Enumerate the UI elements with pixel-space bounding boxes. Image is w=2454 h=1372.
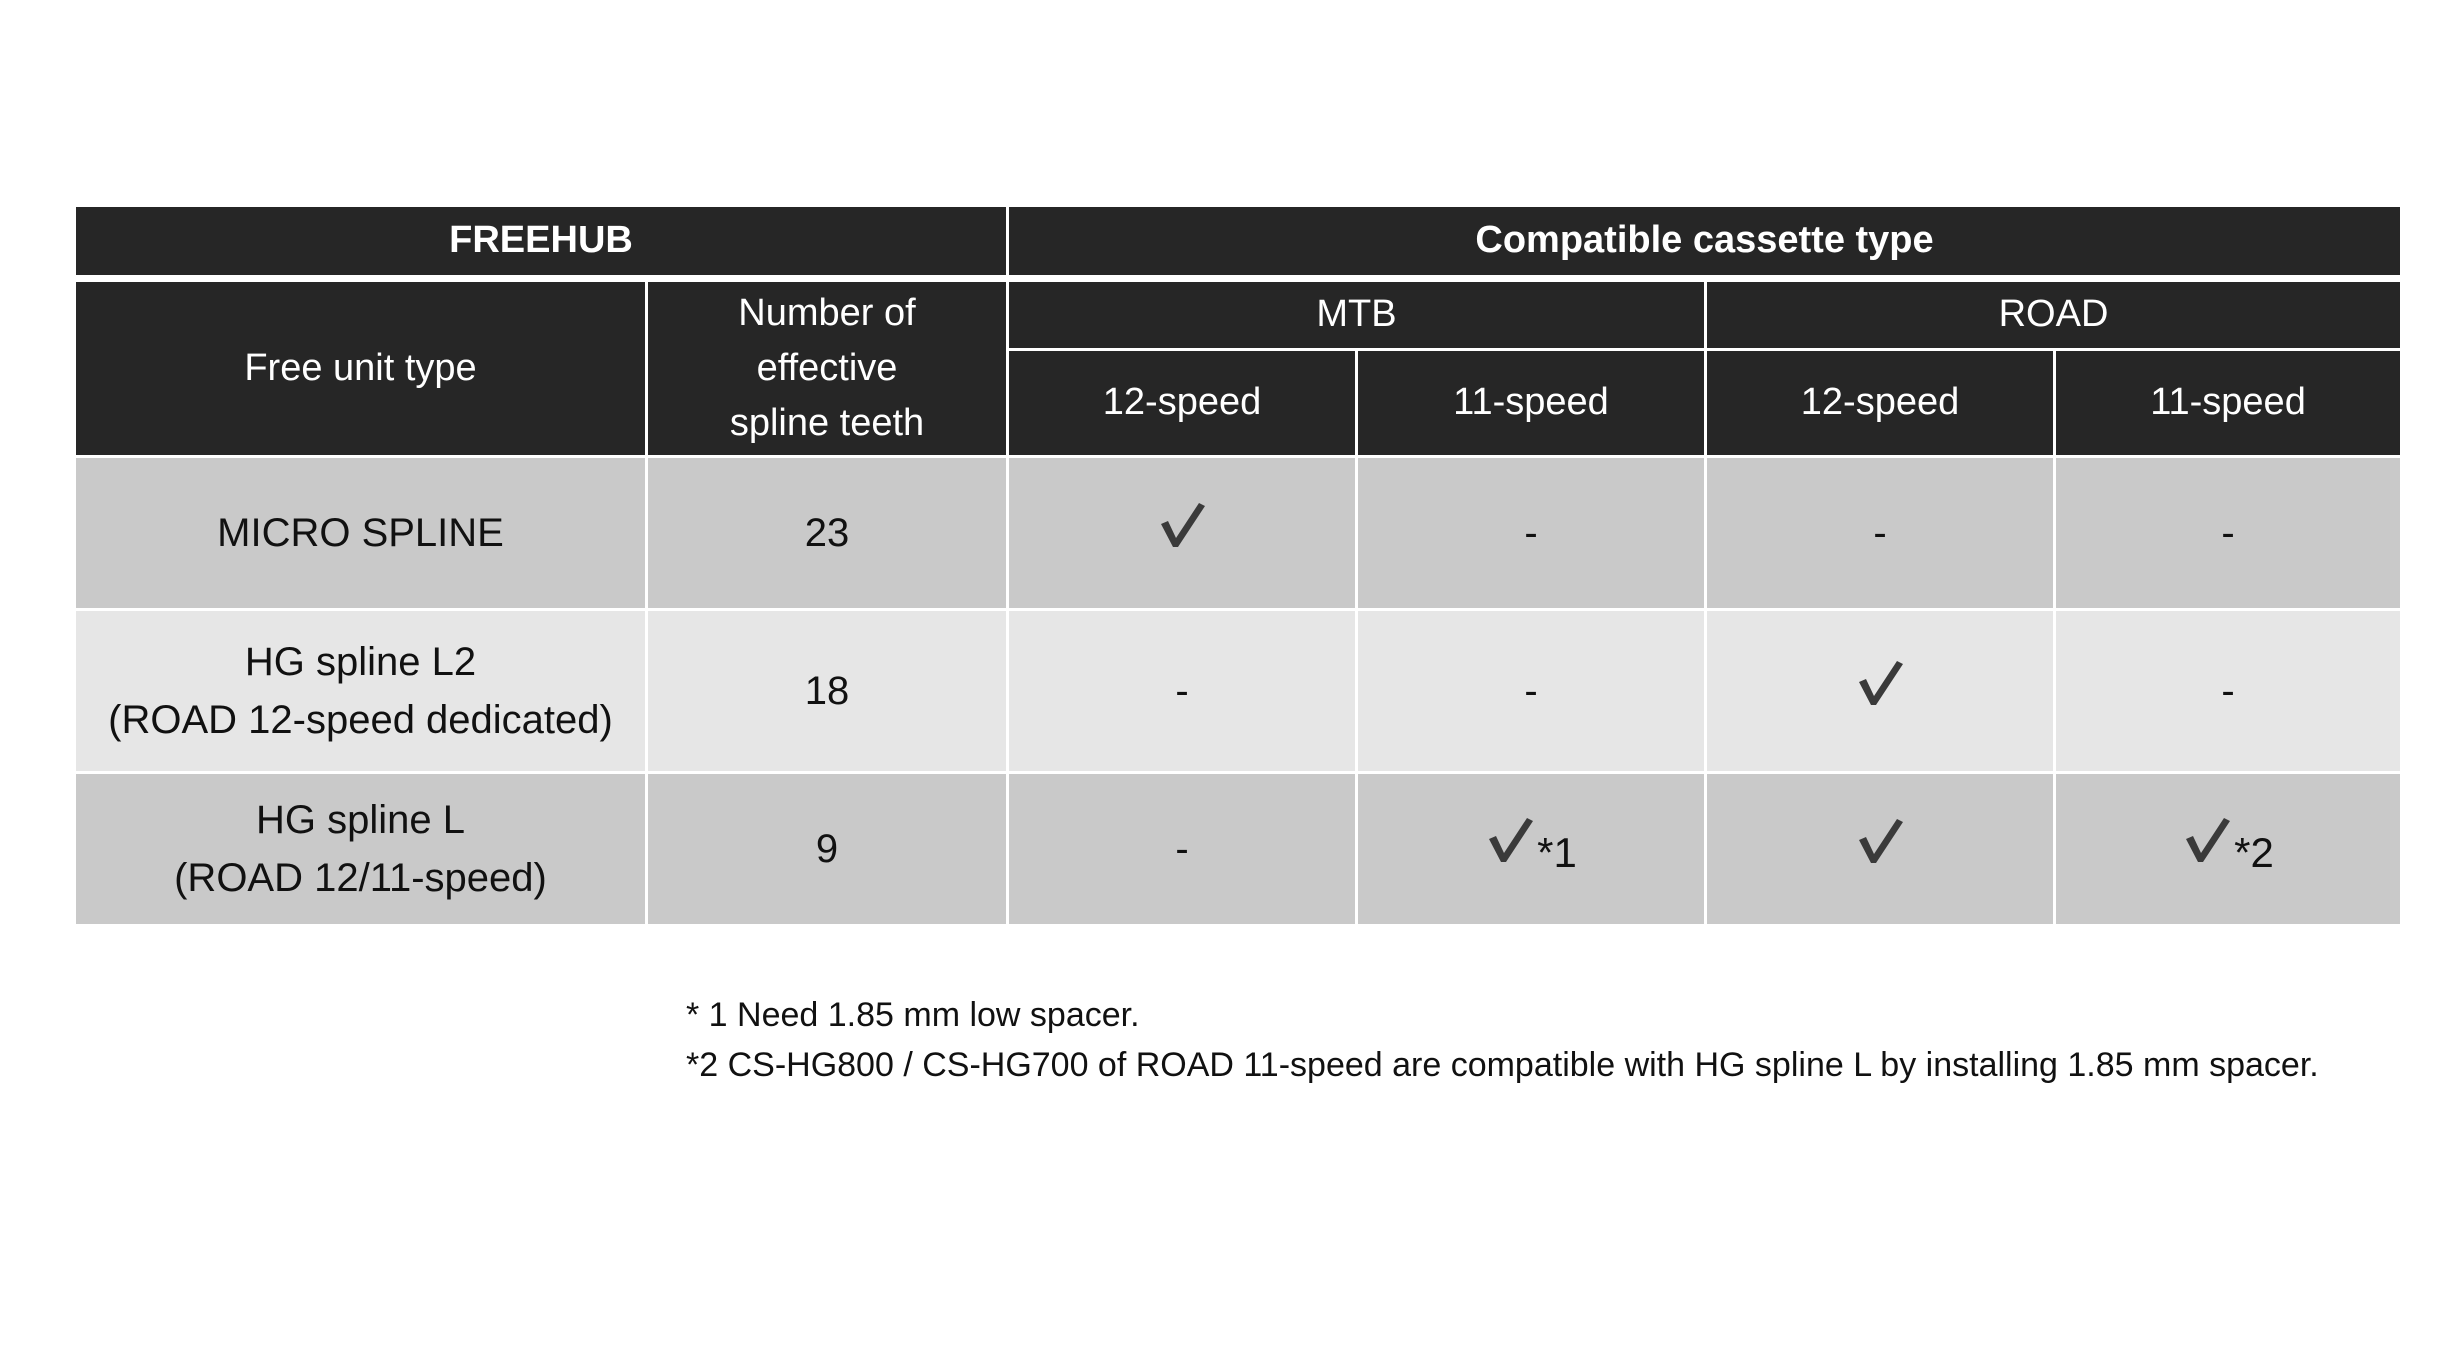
not-compatible-dash: - (2221, 669, 2235, 713)
free-unit-type-line: HG spline L (256, 798, 465, 842)
compatibility-table-container (73, 204, 2400, 927)
free-unit-type-cell (75, 610, 647, 773)
not-compatible-dash: - (2221, 511, 2235, 555)
table-row (75, 773, 2402, 926)
footnote-ref: *1 (1537, 828, 1577, 876)
mtb-header: MTB (1008, 279, 1706, 350)
road-header: ROAD (1706, 279, 2402, 350)
spline-teeth-cell: 18 (647, 610, 1008, 773)
free-unit-type-line: HG spline L2 (244, 640, 477, 684)
free-unit-type-line: MICRO SPLINE (217, 511, 504, 555)
spline-teeth-cell: 23 (647, 457, 1008, 610)
table-row (75, 457, 2402, 610)
free-unit-type-cell (75, 773, 647, 926)
road-12-speed-cell (1706, 773, 2055, 926)
footnote-1: * 1 Need 1.85 mm low spacer. (686, 996, 1140, 1034)
road-11-speed-header: 11-speed (2055, 350, 2402, 457)
spline-teeth-header (647, 279, 1008, 457)
compatibility-table (73, 204, 2403, 927)
free-unit-type-header: Free unit type (75, 279, 647, 457)
header-row-mid (75, 279, 2402, 350)
check-icon (1485, 815, 1535, 865)
mtb-11-speed-cell (1357, 457, 1706, 610)
check-icon (1855, 816, 1905, 866)
check-icon (2182, 815, 2232, 865)
not-compatible-dash: - (1524, 669, 1538, 713)
compatible-mark (1855, 658, 1905, 708)
mtb-11-speed-cell (1357, 610, 1706, 773)
mtb-12-speed-cell (1008, 457, 1357, 610)
spline-teeth-header-line-3: spline teeth (729, 402, 925, 445)
free-unit-type-line: (ROAD 12/11-speed) (174, 856, 547, 900)
footnote-ref: *2 (2234, 828, 2274, 876)
check-icon (1855, 658, 1905, 708)
road-11-speed-cell (2055, 610, 2402, 773)
check-icon (1157, 500, 1207, 550)
not-compatible-dash: - (1175, 827, 1189, 871)
road-11-speed-cell (2055, 773, 2402, 926)
free-unit-type-line: (ROAD 12-speed dedicated) (108, 698, 613, 742)
road-12-speed-header: 12-speed (1706, 350, 2055, 457)
compatible-mark (1157, 500, 1207, 550)
freehub-header: FREEHUB (75, 206, 1008, 279)
mtb-12-speed-header: 12-speed (1008, 350, 1357, 457)
spline-teeth-header-line-2: effective (756, 346, 898, 389)
compatible-mark (1855, 816, 1905, 866)
mtb-11-speed-header: 11-speed (1357, 350, 1706, 457)
free-unit-type-cell (75, 457, 647, 610)
not-compatible-dash: - (1524, 511, 1538, 555)
road-12-speed-cell (1706, 610, 2055, 773)
spline-teeth-cell: 9 (647, 773, 1008, 926)
mtb-12-speed-cell (1008, 773, 1357, 926)
mtb-12-speed-cell (1008, 610, 1357, 773)
not-compatible-dash: - (1873, 511, 1887, 555)
table-row (75, 610, 2402, 773)
compatible-cassette-header: Compatible cassette type (1008, 206, 2402, 279)
mtb-11-speed-cell (1357, 773, 1706, 926)
compatible-mark (2182, 815, 2274, 884)
road-12-speed-cell (1706, 457, 2055, 610)
footnote-2: *2 CS-HG800 / CS-HG700 of ROAD 11-speed are compatible with HG spline L by installing 1.85 mm spacer. (686, 1046, 2319, 1084)
compatible-mark (1485, 815, 1577, 884)
footnotes (686, 990, 2319, 1090)
header-row-top (75, 206, 2402, 279)
spline-teeth-header-line-1: Number of (738, 291, 916, 334)
not-compatible-dash: - (1175, 669, 1189, 713)
road-11-speed-cell (2055, 457, 2402, 610)
